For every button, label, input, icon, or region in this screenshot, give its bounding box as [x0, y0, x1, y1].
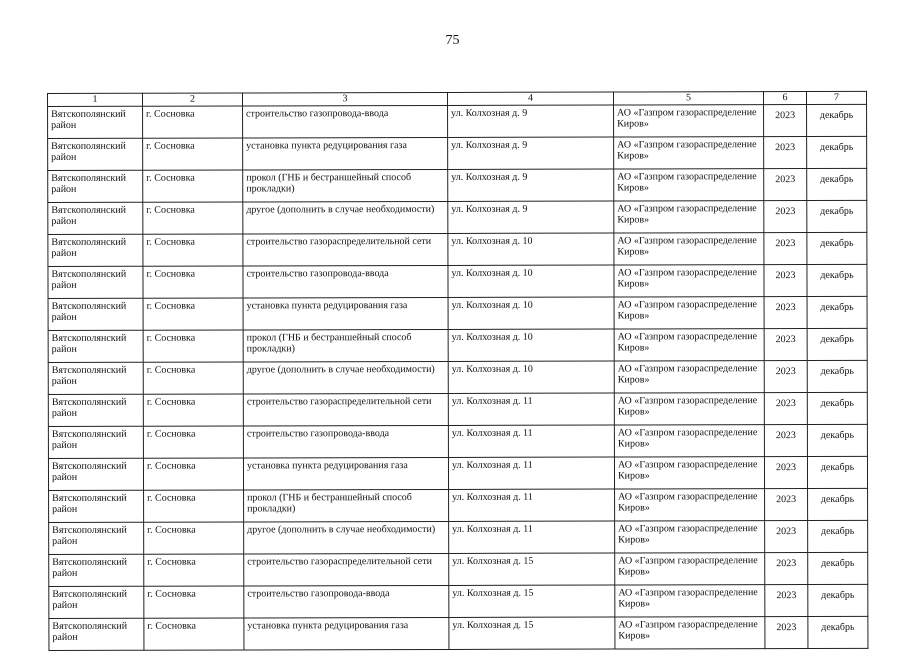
month-cell: декабрь: [807, 136, 867, 168]
address-cell: ул. Колхозная д. 10: [448, 329, 614, 361]
district-cell: Вятскополянский район: [49, 490, 144, 522]
column-header: 7: [806, 91, 866, 104]
month-cell: декабрь: [807, 200, 867, 232]
table-row: [49, 488, 868, 522]
district-cell: Вятскополянский район: [48, 202, 143, 234]
month-cell: декабрь: [807, 264, 867, 296]
address-cell: ул. Колхозная д. 10: [448, 361, 614, 393]
year-cell: 2023: [765, 521, 808, 553]
locality-cell: г. Сосновка: [143, 298, 243, 330]
contractor-cell: АО «Газпром газораспределение Киров»: [614, 201, 764, 233]
locality-cell: г. Сосновка: [144, 586, 244, 618]
address-cell: ул. Колхозная д. 9: [448, 201, 614, 233]
table-row: [48, 328, 867, 362]
district-cell: Вятскополянский район: [49, 522, 144, 554]
district-cell: Вятскополянский район: [48, 458, 143, 490]
year-cell: 2023: [765, 617, 808, 649]
contractor-cell: АО «Газпром газораспределение Киров»: [614, 105, 764, 137]
locality-cell: г. Сосновка: [143, 234, 243, 266]
contractor-cell: АО «Газпром газораспределение Киров»: [615, 585, 765, 617]
work-type-cell: установка пункта редуцирования газа: [243, 297, 448, 330]
locality-cell: г. Сосновка: [143, 170, 243, 202]
locality-cell: г. Сосновка: [144, 490, 244, 522]
contractor-cell: АО «Газпром газораспределение Киров»: [614, 457, 764, 489]
work-type-cell: строительство газопровода-ввода: [243, 105, 448, 138]
district-cell: Вятскополянский район: [48, 266, 143, 298]
contractor-cell: АО «Газпром газораспределение Киров»: [614, 233, 764, 265]
column-header: 6: [763, 92, 806, 105]
work-type-cell: строительство газопровода-ввода: [244, 585, 449, 618]
month-cell: декабрь: [808, 488, 868, 520]
work-type-cell: строительство газораспределительной сети: [243, 393, 448, 426]
locality-cell: г. Сосновка: [143, 138, 243, 170]
address-cell: ул. Колхозная д. 11: [449, 521, 615, 553]
month-cell: декабрь: [808, 584, 868, 616]
locality-cell: г. Сосновка: [143, 330, 243, 362]
locality-cell: г. Сосновка: [144, 618, 244, 650]
contractor-cell: АО «Газпром газораспределение Киров»: [614, 265, 764, 297]
contractor-cell: АО «Газпром газораспределение Киров»: [615, 521, 765, 553]
contractor-cell: АО «Газпром газораспределение Киров»: [614, 137, 764, 169]
address-cell: ул. Колхозная д. 10: [448, 297, 614, 329]
year-cell: 2023: [764, 169, 807, 201]
contractor-cell: АО «Газпром газораспределение Киров»: [614, 329, 764, 361]
year-cell: 2023: [765, 585, 808, 617]
district-cell: Вятскополянский район: [49, 618, 144, 650]
page-number: 75: [445, 33, 460, 48]
work-schedule-table: [47, 91, 868, 651]
locality-cell: г. Сосновка: [143, 106, 243, 138]
district-cell: Вятскополянский район: [49, 554, 144, 586]
address-cell: ул. Колхозная д. 11: [448, 393, 614, 425]
locality-cell: г. Сосновка: [143, 202, 243, 234]
locality-cell: г. Сосновка: [143, 458, 243, 490]
table-row: [49, 616, 868, 650]
work-type-cell: установка пункта редуцирования газа: [244, 617, 449, 650]
year-cell: 2023: [764, 297, 807, 329]
year-cell: 2023: [764, 105, 807, 137]
contractor-cell: АО «Газпром газораспределение Киров»: [615, 553, 765, 585]
district-cell: Вятскополянский район: [48, 234, 143, 266]
month-cell: декабрь: [808, 616, 868, 648]
column-header: 3: [243, 92, 448, 106]
column-header: 5: [613, 92, 763, 105]
work-type-cell: установка пункта редуцирования газа: [243, 457, 448, 490]
work-type-cell: строительство газопровода-ввода: [243, 265, 448, 298]
address-cell: ул. Колхозная д. 11: [449, 489, 615, 521]
contractor-cell: АО «Газпром газораспределение Киров»: [614, 425, 764, 457]
table-row: [48, 136, 867, 170]
district-cell: Вятскополянский район: [49, 586, 144, 618]
address-cell: ул. Колхозная д. 15: [449, 585, 615, 617]
year-cell: 2023: [764, 233, 807, 265]
work-type-cell: прокол (ГНБ и бестраншейный способ прокладки): [243, 329, 448, 362]
address-cell: ул. Колхозная д. 11: [448, 457, 614, 489]
address-cell: ул. Колхозная д. 15: [449, 553, 615, 585]
address-cell: ул. Колхозная д. 9: [448, 169, 614, 201]
address-cell: ул. Колхозная д. 11: [448, 425, 614, 457]
column-header: 2: [143, 93, 243, 106]
work-type-cell: другое (дополнить в случае необходимости): [243, 201, 448, 234]
table-row: [48, 296, 867, 330]
month-cell: декабрь: [807, 360, 867, 392]
year-cell: 2023: [764, 265, 807, 297]
work-type-cell: строительство газораспределительной сети: [243, 233, 448, 266]
year-cell: 2023: [764, 393, 807, 425]
contractor-cell: АО «Газпром газораспределение Киров»: [614, 361, 764, 393]
contractor-cell: АО «Газпром газораспределение Киров»: [615, 489, 765, 521]
locality-cell: г. Сосновка: [143, 394, 243, 426]
locality-cell: г. Сосновка: [143, 266, 243, 298]
table-row: [48, 456, 867, 490]
contractor-cell: АО «Газпром газораспределение Киров»: [615, 617, 765, 649]
district-cell: Вятскополянский район: [48, 170, 143, 202]
address-cell: ул. Колхозная д. 9: [448, 137, 614, 169]
month-cell: декабрь: [807, 296, 867, 328]
contractor-cell: АО «Газпром газораспределение Киров»: [614, 169, 764, 201]
table-body: [48, 104, 868, 650]
year-cell: 2023: [764, 201, 807, 233]
table-row: [48, 264, 867, 298]
table-row: [49, 552, 868, 586]
table-row: [48, 200, 867, 234]
column-header: 4: [447, 92, 613, 105]
address-cell: ул. Колхозная д. 10: [448, 265, 614, 297]
district-cell: Вятскополянский район: [48, 426, 143, 458]
table-row: [48, 424, 867, 458]
year-cell: 2023: [764, 329, 807, 361]
address-cell: ул. Колхозная д. 9: [448, 105, 614, 137]
district-cell: Вятскополянский район: [48, 362, 143, 394]
month-cell: декабрь: [807, 168, 867, 200]
table-row: [48, 392, 867, 426]
year-cell: 2023: [764, 457, 807, 489]
work-type-cell: другое (дополнить в случае необходимости): [244, 521, 449, 554]
month-cell: декабрь: [808, 552, 868, 584]
district-cell: Вятскополянский район: [48, 330, 143, 362]
month-cell: декабрь: [807, 328, 867, 360]
year-cell: 2023: [765, 489, 808, 521]
district-cell: Вятскополянский район: [48, 106, 143, 138]
year-cell: 2023: [764, 361, 807, 393]
year-cell: 2023: [764, 425, 807, 457]
work-type-cell: строительство газораспределительной сети: [244, 553, 449, 586]
year-cell: 2023: [765, 553, 808, 585]
work-type-cell: строительство газопровода-ввода: [243, 425, 448, 458]
month-cell: декабрь: [807, 232, 867, 264]
year-cell: 2023: [764, 137, 807, 169]
work-type-cell: прокол (ГНБ и бестраншейный способ прокладки): [244, 489, 449, 522]
address-cell: ул. Колхозная д. 10: [448, 233, 614, 265]
contractor-cell: АО «Газпром газораспределение Киров»: [614, 393, 764, 425]
month-cell: декабрь: [808, 520, 868, 552]
work-type-cell: прокол (ГНБ и бестраншейный способ прокладки): [243, 169, 448, 202]
table-row: [48, 104, 867, 138]
district-cell: Вятскополянский район: [48, 138, 143, 170]
locality-cell: г. Сосновка: [144, 554, 244, 586]
month-cell: декабрь: [807, 424, 867, 456]
locality-cell: г. Сосновка: [144, 522, 244, 554]
table-row: [49, 520, 868, 554]
column-header: 1: [48, 93, 143, 106]
table-row: [49, 584, 868, 618]
month-cell: декабрь: [807, 456, 867, 488]
work-type-cell: другое (дополнить в случае необходимости): [243, 361, 448, 394]
month-cell: декабрь: [807, 392, 867, 424]
district-cell: Вятскополянский район: [48, 394, 143, 426]
locality-cell: г. Сосновка: [143, 362, 243, 394]
work-type-cell: установка пункта редуцирования газа: [243, 137, 448, 170]
locality-cell: г. Сосновка: [143, 426, 243, 458]
contractor-cell: АО «Газпром газораспределение Киров»: [614, 297, 764, 329]
table-row: [48, 360, 867, 394]
address-cell: ул. Колхозная д. 15: [449, 617, 615, 649]
month-cell: декабрь: [807, 104, 867, 136]
district-cell: Вятскополянский район: [48, 298, 143, 330]
table-row: [48, 232, 867, 266]
table-row: [48, 168, 867, 202]
